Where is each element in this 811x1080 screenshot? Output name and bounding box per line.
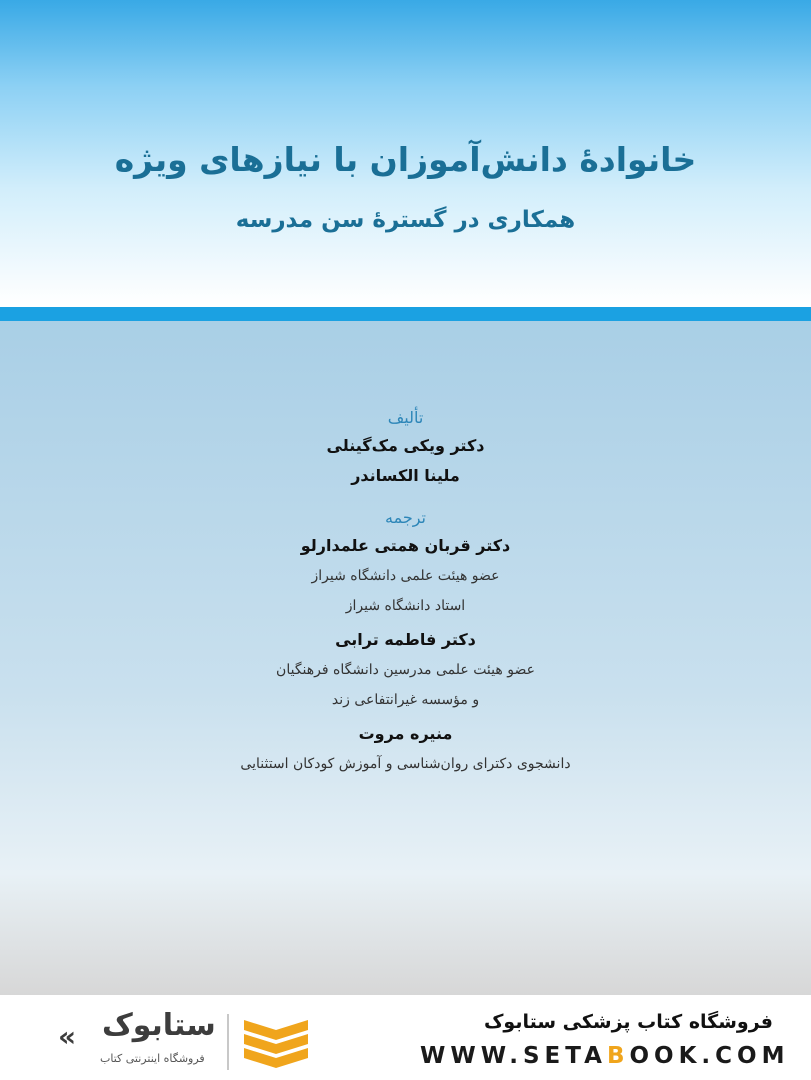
translator-1-affiliation-2: استاد دانشگاه شیراز <box>345 598 466 614</box>
translator-name-1: دکتر قربان همتی علمدارلو <box>300 536 511 555</box>
logo-tagline: فروشگاه اینترنتی کتاب <box>100 1052 205 1065</box>
translation-label: ترجمه <box>385 508 426 527</box>
store-url[interactable] <box>420 1043 790 1069</box>
book-stack-icon <box>240 1016 312 1070</box>
logo-separator <box>227 1014 229 1070</box>
credits-block <box>0 405 811 779</box>
author-name-1: دکتر ویکی مک‌گینلی <box>326 436 485 455</box>
translator-name-2: دکتر فاطمه ترابی <box>335 630 476 649</box>
double-chevron-icon: « <box>58 1020 77 1053</box>
author-label: تألیف <box>387 408 424 427</box>
translator-1-affiliation-1: عضو هیئت علمی دانشگاه شیراز <box>311 568 500 584</box>
translator-2-affiliation-1: عضو هیئت علمی مدرسین دانشگاه فرهنگیان <box>276 662 535 678</box>
author-name-2: ملینا الکساندر <box>351 466 460 485</box>
store-logo[interactable] <box>40 1008 320 1076</box>
book-title: خانوادهٔ دانش‌آموزان با نیازهای ویژه <box>114 140 697 179</box>
url-part-1: WWW.SETA <box>420 1043 607 1069</box>
url-highlight: B <box>606 1043 630 1069</box>
book-subtitle: همکاری در گسترهٔ سن مدرسه <box>235 207 576 233</box>
store-name: فروشگاه کتاب پزشکی ستابوک <box>483 1011 773 1033</box>
translator-2-affiliation-2: و مؤسسه غیرانتفاعی زند <box>331 692 480 708</box>
translator-3-affiliation-1: دانشجوی دکترای روان‌شناسی و آموزش کودکان استثنایی <box>240 756 571 772</box>
url-part-2: OOK.COM <box>629 1043 790 1069</box>
translator-name-3: منیره مروت <box>358 724 453 743</box>
divider-bar <box>0 307 811 321</box>
logo-text: ستابوک <box>102 1008 216 1043</box>
